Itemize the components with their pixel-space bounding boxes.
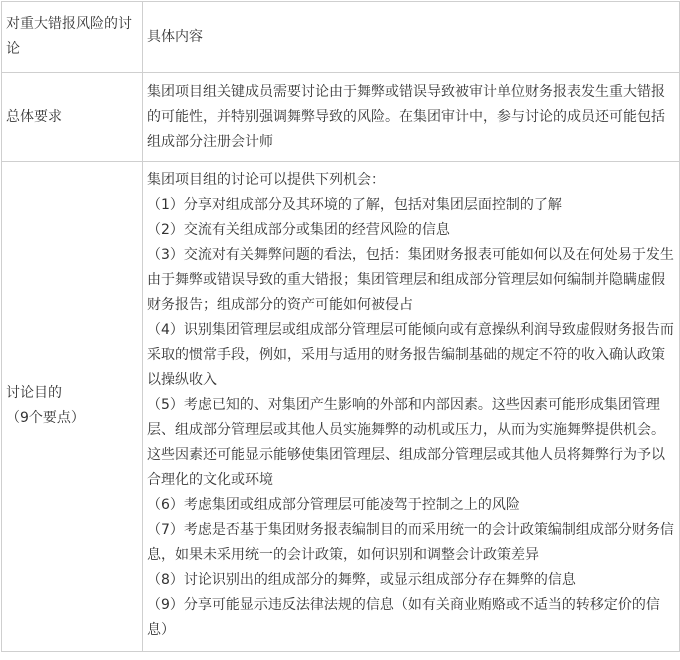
purpose-content-cell — [143, 162, 680, 652]
header-cell-content: 具体内容 — [143, 2, 680, 73]
purpose-label: 讨论目的 — [6, 384, 62, 401]
table-row-overall — [2, 73, 680, 162]
purpose-point-3: （3）交流对有关舞弊问题的看法，包括：集团财务报表可能如何以及在何处易于发生由于舞弊或错误导致的重大错报；集团管理层和组成部分管理层如何编制并隐瞒虚假财务报告；组成部分的资产可能如何被侵占 — [147, 247, 674, 313]
purpose-point-5: （5）考虑已知的、对集团产生影响的外部和内部因素。这些因素可能形成集团管理层、组成部分管理层或其他人员实施舞弊的动机或压力，从而为实施舞弊提供机会。这些因素还可能显示能够使集团管理层、组成部分管理层或其他人员将舞弊行为予以合理化的文化或环境 — [147, 397, 665, 488]
overall-content: 集团项目组关键成员需要讨论由于舞弊或错误导致被审计单位财务报表发生重大错报的可能性，并特别强调舞弊导致的风险。在集团审计中，参与讨论的成员还可能包括组成部分注册会计师 — [143, 73, 680, 162]
purpose-sublabel: （9个要点） — [6, 409, 85, 426]
purpose-point-9: （9）分享可能显示违反法律法规的信息（如有关商业贿赂或不适当的转移定价的信息） — [147, 597, 660, 638]
purpose-point-4: （4）识别集团管理层或组成部分管理层可能倾向或有意操纵利润导致虚假财务报告而采取的惯常手段，例如，采用与适用的财务报告编制基础的规定不符的收入确认政策以操纵收入 — [147, 322, 674, 388]
purpose-point-6: （6）考虑集团或组成部分管理层可能凌驾于控制之上的风险 — [147, 497, 520, 513]
table-header-row — [2, 2, 680, 73]
risk-discussion-table — [1, 1, 680, 652]
purpose-point-1: （1）分享对组成部分及其环境的了解，包括对集团层面控制的了解 — [147, 197, 562, 213]
overall-label: 总体要求 — [2, 73, 143, 162]
purpose-intro: 集团项目组的讨论可以提供下列机会： — [147, 172, 385, 188]
purpose-point-8: （8）讨论识别出的组成部分的舞弊，或显示组成部分存在舞弊的信息 — [147, 572, 576, 588]
purpose-point-2: （2）交流有关组成部分或集团的经营风险的信息 — [147, 222, 450, 238]
header-cell-topic: 对重大错报风险的讨论 — [2, 2, 143, 73]
purpose-point-7: （7）考虑是否基于集团财务报表编制目的而采用统一的会计政策编制组成部分财务信息，如果未采用统一的会计政策，如何识别和调整会计政策差异 — [147, 522, 674, 563]
purpose-label-cell — [2, 162, 143, 652]
table-row-purpose — [2, 162, 680, 652]
